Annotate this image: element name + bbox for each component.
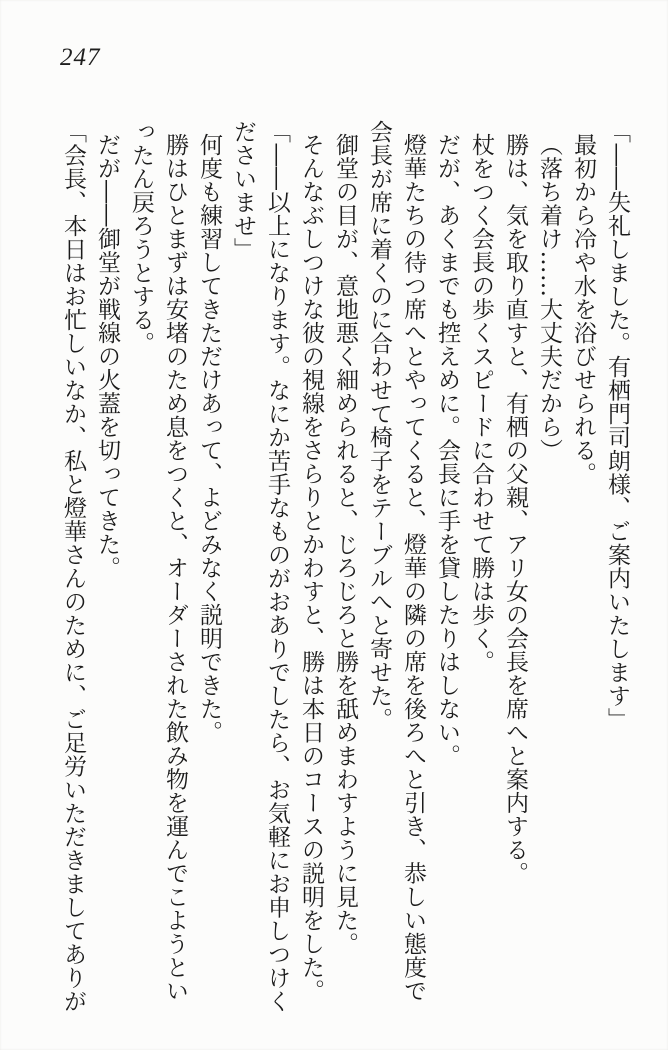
text-line-12: ださいませ」 [230,120,256,261]
text-line-4: 勝は、気を取り直すと、有栖の父親、アリ女の会長を席へと案内する。 [502,132,528,885]
page-text [54,120,634,1032]
text-line-10: そんなぶしつけな彼の視線をさらりとかわすと、勝は本日のコースの説明をした。 [298,132,324,1003]
text-line-3: （落ち着け……大丈夫だから） [536,132,562,462]
text-line-2: 最初から冷や水を浴びせられる。 [570,132,596,486]
page-number: 247 [60,44,101,71]
text-line-14: 勝はひとまずは安堵のため息をつくと、オーダーされた飲み物を運んでこようとい [162,132,188,1003]
text-line-8: 会長が席に着くのに合わせて椅子をテーブルへと寄せた。 [366,120,392,731]
text-line-15: ったん戻ろうとする。 [128,120,154,355]
text-line-9: 御堂の目が、意地悪く細められると、じろじろと勝を舐めまわすように見た。 [332,132,358,956]
text-line-6: だが、あくまでも控えめに。会長に手を貸したりはしない。 [434,132,460,768]
text-line-5: 杖をつく会長の歩くスピードに合わせて勝は歩く。 [468,132,494,674]
text-line-7: 燈華たちの待つ席へとやってくると、燈華の隣の席を後ろへと引き、恭しい態度で [400,132,426,1003]
text-line-13: 何度も練習してきただけあって、よどみなく説明できた。 [196,132,222,744]
text-line-11: 「――以上になります。なにか苦手なものがおありでしたら、お気軽にお申しつけく [264,120,290,1013]
text-line-1: 「――失礼しました。有栖門司朗様、ご案内いたします」 [604,120,630,731]
text-line-17: 「会長、本日はお忙しいなか、私と燈華さんのために、ご足労いただきましてありが [60,120,86,1013]
text-line-16: だが――御堂が戦線の火蓋を切ってきた。 [94,132,120,580]
